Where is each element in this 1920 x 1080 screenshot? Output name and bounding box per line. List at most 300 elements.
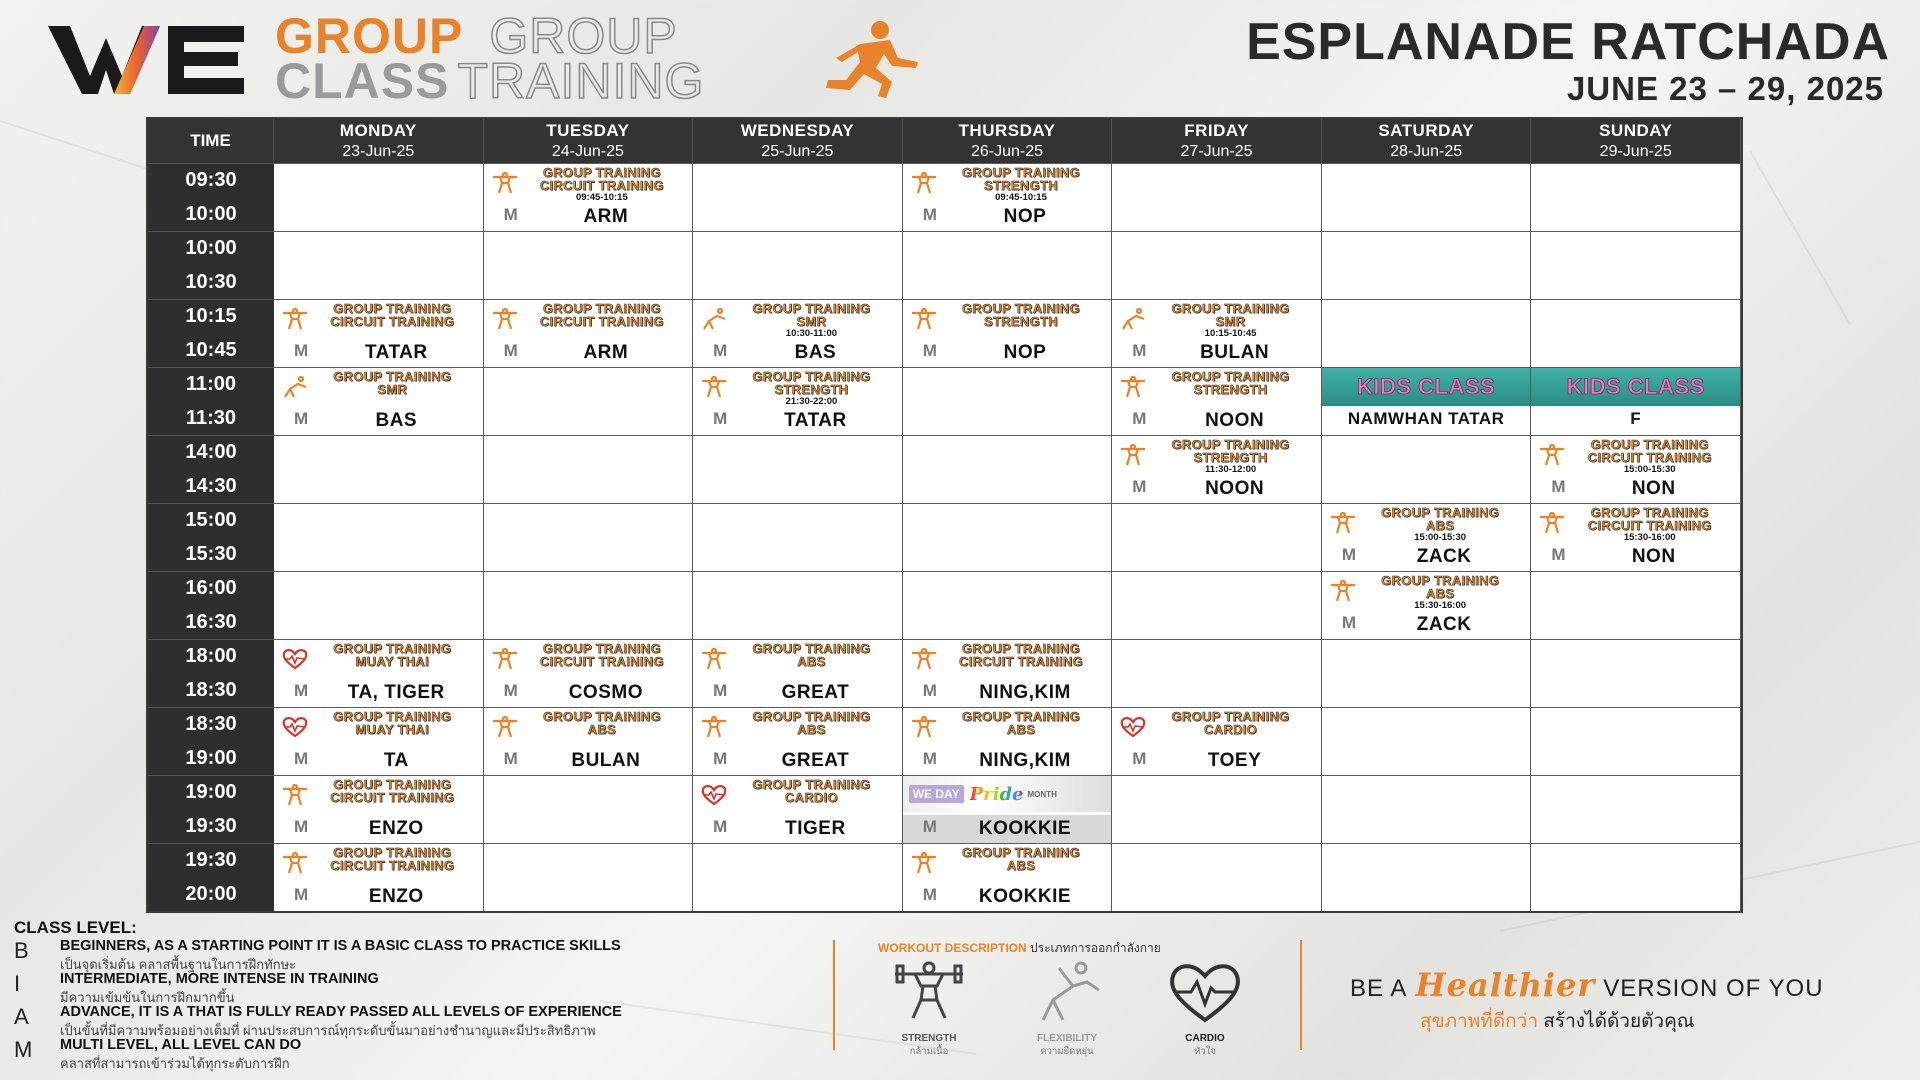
class-cell[interactable] (693, 707, 903, 775)
class-line1: GROUP TRAINING (542, 709, 661, 724)
class-name (514, 642, 691, 668)
class-level: M (922, 341, 937, 360)
class-line2: CIRCUIT TRAINING (1587, 450, 1712, 465)
strength-icon (891, 960, 967, 1024)
class-line2: ABS (587, 722, 617, 737)
class-name (723, 710, 900, 736)
class-level: M (503, 341, 518, 360)
time-slot (148, 503, 274, 571)
day-header-thursday (903, 119, 1113, 163)
flexibility-label-th: ความยืดหยุ่น (1040, 1046, 1094, 1057)
class-line1: GROUP TRAINING (961, 845, 1081, 860)
day-date: 27-Jun-25 (1180, 143, 1253, 160)
class-block[interactable] (903, 300, 1112, 367)
class-cell[interactable] (484, 707, 694, 775)
class-block[interactable] (484, 300, 693, 367)
we-day-label: WE DAY (909, 785, 964, 803)
class-level: M (922, 749, 937, 768)
time-end: 19:30 (185, 814, 237, 837)
time-start: 11:00 (185, 373, 237, 396)
kids-class-banner: KIDS CLASS (1531, 368, 1740, 406)
time-slot (148, 639, 274, 707)
time-slot (148, 843, 274, 911)
class-name (514, 302, 691, 328)
class-coach: COSMO (568, 682, 643, 703)
class-line2: CIRCUIT TRAINING (330, 790, 455, 805)
class-line1: GROUP TRAINING (1171, 369, 1290, 384)
level-desc-en: MULTI LEVEL, ALL LEVEL CAN DO (60, 1037, 302, 1053)
class-name (304, 642, 481, 668)
class-cell[interactable] (484, 299, 694, 367)
class-line1: GROUP TRAINING (961, 709, 1081, 724)
class-block[interactable] (1112, 300, 1321, 367)
class-line2: CIRCUIT TRAINING (539, 654, 664, 669)
schedule-cell (1531, 299, 1741, 367)
class-cell[interactable] (274, 367, 484, 435)
level-desc-en: INTERMEDIATE, MORE INTENSE IN TRAINING (60, 971, 379, 987)
class-cell[interactable] (274, 843, 484, 911)
class-cell[interactable] (1112, 707, 1322, 775)
class-cell[interactable] (274, 775, 484, 843)
class-cell[interactable] (693, 299, 903, 367)
schedule-cell (1531, 571, 1741, 639)
schedule-table (146, 117, 1743, 913)
time-start: 15:00 (185, 509, 237, 532)
class-level: M (294, 749, 309, 768)
class-cell[interactable] (1531, 503, 1741, 571)
class-line2: STRENGTH (984, 178, 1058, 193)
time-slot (148, 707, 274, 775)
class-level: M (713, 817, 728, 836)
class-cell[interactable] (903, 163, 1113, 231)
class-coach: TIGER (785, 818, 846, 839)
class-name (304, 370, 481, 396)
class-block[interactable] (274, 640, 483, 707)
class-block[interactable] (903, 776, 1112, 843)
tagline-th-orange: สุขภาพที่ดีกว่า (1420, 1011, 1539, 1032)
class-cell[interactable] (1112, 367, 1322, 435)
class-coach: KOOKKIE (978, 886, 1072, 907)
class-cell[interactable] (693, 639, 903, 707)
workout-strength (884, 960, 974, 1059)
title-group-outline: GROUP (489, 8, 678, 64)
class-block[interactable] (274, 776, 483, 843)
class-name (1142, 438, 1319, 464)
class-block[interactable] (1112, 708, 1321, 775)
class-line1: GROUP TRAINING (333, 845, 452, 860)
class-coach: ZACK (1416, 614, 1472, 635)
schedule-cell (903, 503, 1113, 571)
time-slot (148, 775, 274, 843)
class-level-title: CLASS LEVEL: (14, 918, 137, 937)
title-class: CLASS (275, 53, 450, 109)
time-slot (148, 367, 274, 435)
class-block[interactable] (693, 300, 902, 367)
class-name (1561, 506, 1738, 532)
class-level: M (922, 205, 937, 224)
location-title: ESPLANADE RATCHADA (1246, 13, 1890, 71)
schedule-cell (1112, 231, 1322, 299)
class-level: M (294, 885, 309, 904)
class-block[interactable] (274, 708, 483, 775)
time-start: 16:00 (185, 577, 237, 600)
schedule-cell (484, 503, 694, 571)
class-line2: ABS (1006, 722, 1036, 737)
class-block[interactable] (274, 300, 483, 367)
class-level: M (294, 681, 309, 700)
schedule-cell (1112, 775, 1322, 843)
class-time: 15:30-16:00 (1623, 532, 1676, 543)
schedule-cell (1112, 571, 1322, 639)
class-coach: NOP (1003, 206, 1047, 227)
schedule-cell (484, 775, 694, 843)
class-line2: CARDIO (784, 790, 838, 805)
class-name (723, 642, 900, 668)
time-start: 09:30 (185, 169, 237, 192)
class-level: M (922, 681, 937, 700)
class-coach: BULAN (571, 750, 641, 771)
schedule-cell (1322, 163, 1532, 231)
we-logo (48, 18, 248, 98)
time-end: 19:00 (185, 746, 237, 769)
day-name: THURSDAY (958, 121, 1056, 140)
class-line1: GROUP TRAINING (1381, 573, 1500, 588)
class-block[interactable] (1322, 572, 1531, 639)
workout-flexibility (1022, 960, 1112, 1059)
class-line2: SMR (796, 314, 827, 329)
time-slot (148, 435, 274, 503)
class-cell[interactable] (903, 843, 1113, 911)
cardio-label-th: หัวใจ (1194, 1046, 1216, 1057)
class-line2: CIRCUIT TRAINING (330, 858, 455, 873)
class-coach: TA, TIGER (347, 682, 445, 703)
class-time: 09:45-10:15 (575, 192, 628, 203)
time-start: 18:00 (185, 645, 237, 668)
day-header-saturday (1322, 119, 1532, 163)
time-end: 10:30 (185, 270, 237, 293)
class-name (933, 166, 1110, 192)
schedule-cell (274, 571, 484, 639)
class-line2: STRENGTH (1193, 450, 1268, 465)
kids-class-coach: NAMWHAN TATAR (1347, 409, 1505, 428)
class-line1: GROUP TRAINING (961, 301, 1081, 316)
class-line1: GROUP TRAINING (1171, 709, 1290, 724)
class-name (1142, 302, 1319, 328)
day-name: WEDNESDAY (740, 121, 855, 140)
class-coach: KOOKKIE (978, 818, 1072, 839)
level-desc-th: มีความเข้มข้นในการฝึกมากขึ้น (60, 990, 235, 1005)
time-start: 14:00 (185, 441, 237, 464)
level-letter: A (14, 1004, 29, 1029)
class-coach: TOEY (1207, 750, 1262, 771)
class-line2: ABS (1425, 586, 1455, 601)
class-level: M (294, 817, 309, 836)
class-block[interactable] (903, 640, 1112, 707)
workout-title-th: ประเภทการออกกำลังกาย (1030, 941, 1161, 955)
schedule-cell (484, 843, 694, 911)
class-cell[interactable] (1112, 299, 1322, 367)
class-level: M (713, 681, 728, 700)
day-name: MONDAY (339, 121, 417, 140)
schedule-cell (693, 163, 903, 231)
level-desc-en: ADVANCE, IT IS A THAT IS FULLY READY PASSED ALL LEVELS OF EXPERIENCE (60, 1004, 622, 1020)
level-desc-th: เป็นจุดเริ่มต้น คลาสพื้นฐานในการฝึกทักษะ (60, 957, 297, 972)
level-desc-th: คลาสที่สามารถเข้าร่วมได้ทุกระดับการฝึก (60, 1056, 290, 1071)
class-coach: NOP (1003, 342, 1047, 363)
cardio-icon (1167, 960, 1243, 1024)
class-block[interactable] (693, 708, 902, 775)
runner-icon (820, 18, 930, 102)
class-line1: GROUP TRAINING (1171, 437, 1290, 452)
class-name (933, 642, 1110, 668)
class-name (1352, 574, 1529, 600)
time-end: 11:30 (185, 406, 237, 429)
footer-divider (833, 940, 835, 1050)
class-level: M (1551, 477, 1566, 496)
schedule-cell (903, 231, 1113, 299)
class-block[interactable] (693, 640, 902, 707)
class-time: 21:30-22:00 (785, 396, 838, 407)
time-start: 10:15 (185, 305, 237, 328)
time-start: 18:30 (185, 713, 237, 736)
class-level: M (1551, 545, 1566, 564)
class-line1: GROUP TRAINING (333, 369, 452, 384)
schedule-cell (1322, 775, 1532, 843)
time-slot (148, 299, 274, 367)
class-block[interactable] (484, 164, 693, 231)
class-name (1561, 438, 1738, 464)
schedule-cell (1531, 843, 1741, 911)
class-cell[interactable] (693, 367, 903, 435)
class-line1: GROUP TRAINING (752, 369, 871, 384)
workout-title-en: WORKOUT DESCRIPTION (878, 941, 1027, 955)
class-level: M (294, 409, 309, 428)
class-name (933, 302, 1110, 328)
class-coach: BAS (794, 342, 837, 363)
class-line2: CIRCUIT TRAINING (1587, 518, 1712, 533)
workout-description-title (878, 939, 1161, 958)
schedule-cell (1531, 163, 1741, 231)
time-slot (148, 163, 274, 231)
class-block[interactable] (484, 708, 693, 775)
day-date: 26-Jun-25 (970, 143, 1044, 160)
level-desc-th: เป็นขั้นที่มีความพร้อมอย่างเต็มที่ ผ่านประสบการณ์ทุกระดับขั้นมาอย่างชำนาญและมีประสิทธิภาพ (60, 1023, 596, 1038)
class-level: M (503, 749, 518, 768)
class-line1: GROUP TRAINING (752, 709, 871, 724)
kids-class-cell[interactable] (1322, 367, 1532, 435)
schedule-cell (1531, 775, 1741, 843)
class-cell[interactable] (484, 639, 694, 707)
class-line2: ABS (797, 654, 826, 669)
time-end: 15:30 (185, 542, 237, 565)
schedule-cell (693, 231, 903, 299)
time-end: 16:30 (185, 610, 237, 633)
class-line1: GROUP TRAINING (542, 301, 661, 316)
day-header-friday (1112, 119, 1322, 163)
class-cell[interactable] (484, 163, 694, 231)
schedule-cell (1531, 231, 1741, 299)
class-time: 15:30-16:00 (1414, 600, 1467, 611)
class-block[interactable] (693, 776, 902, 843)
time-end: 18:30 (185, 678, 237, 701)
class-line1: GROUP TRAINING (333, 301, 452, 316)
class-coach: NOON (1205, 410, 1265, 431)
class-level: M (713, 749, 728, 768)
day-date: 29-Jun-25 (1599, 143, 1672, 160)
day-name: SATURDAY (1378, 121, 1474, 140)
class-block[interactable] (693, 368, 902, 435)
class-name (304, 846, 481, 872)
day-date: 28-Jun-25 (1390, 143, 1463, 160)
time-end: 14:30 (185, 474, 237, 497)
strength-label: STRENGTH (901, 1033, 957, 1044)
class-cell[interactable] (1531, 435, 1741, 503)
class-line1: GROUP TRAINING (333, 777, 452, 792)
class-coach: ARM (583, 206, 629, 227)
class-cell[interactable] (903, 707, 1113, 775)
schedule-cell (1322, 707, 1532, 775)
class-name (304, 710, 481, 736)
class-cell[interactable] (1322, 571, 1532, 639)
class-block[interactable] (1112, 436, 1321, 503)
schedule-cell (274, 163, 484, 231)
tagline-pre: BE A (1350, 975, 1408, 1002)
day-header-tuesday (484, 119, 694, 163)
class-line2: ABS (1006, 858, 1036, 873)
class-line2: ABS (1425, 518, 1455, 533)
schedule-cell (484, 435, 694, 503)
class-name (1142, 710, 1319, 736)
class-line1: GROUP TRAINING (1590, 437, 1709, 452)
time-slot (148, 571, 274, 639)
class-time: 10:15-10:45 (1204, 328, 1257, 339)
class-block[interactable] (1531, 436, 1740, 503)
day-date: 23-Jun-25 (342, 143, 415, 160)
schedule-cell (903, 367, 1113, 435)
class-line1: GROUP TRAINING (1381, 505, 1500, 520)
class-block[interactable] (274, 368, 483, 435)
class-level: M (1341, 613, 1357, 632)
class-line2: MUAY THAI (355, 654, 430, 669)
class-line1: GROUP TRAINING (752, 641, 871, 656)
footer-divider (1300, 940, 1302, 1050)
class-line2: STRENGTH (1193, 382, 1268, 397)
schedule-cell (1322, 843, 1532, 911)
class-line1: GROUP TRAINING (333, 709, 452, 724)
time-start: 19:30 (185, 849, 237, 872)
class-line2: MUAY THAI (355, 722, 430, 737)
workout-cardio (1160, 960, 1250, 1059)
schedule-cell (1322, 231, 1532, 299)
class-cell[interactable] (274, 639, 484, 707)
class-block[interactable] (484, 640, 693, 707)
class-level: M (1132, 477, 1147, 496)
kids-class-cell[interactable] (1531, 367, 1741, 435)
class-level: M (713, 409, 728, 428)
class-coach: NON (1631, 546, 1676, 567)
tagline (1350, 966, 1824, 1004)
class-line1: GROUP TRAINING (333, 641, 452, 656)
class-coach: BAS (375, 410, 418, 431)
schedule-cell (903, 435, 1113, 503)
schedule-cell (1112, 163, 1322, 231)
title-training-outline: TRAINING (457, 53, 705, 109)
day-name: SUNDAY (1599, 121, 1673, 140)
class-cell[interactable] (274, 707, 484, 775)
class-name (933, 710, 1110, 736)
class-block[interactable] (274, 844, 483, 911)
flexibility-icon (1029, 960, 1105, 1024)
class-cell[interactable] (1112, 435, 1322, 503)
schedule-cell (1112, 843, 1322, 911)
class-line1: GROUP TRAINING (961, 641, 1081, 656)
schedule-cell (1322, 435, 1532, 503)
day-date: 24-Jun-25 (551, 143, 624, 160)
class-cell[interactable] (693, 775, 903, 843)
schedule-cell (274, 435, 484, 503)
time-end: 10:00 (185, 202, 237, 225)
cardio-label: CARDIO (1185, 1033, 1225, 1044)
class-block[interactable] (903, 708, 1112, 775)
class-time: 09:45-10:15 (995, 192, 1047, 203)
class-cell[interactable] (1322, 503, 1532, 571)
pride-sub: MONTH (1027, 789, 1057, 799)
level-letter: B (14, 938, 29, 963)
schedule-cell (693, 435, 903, 503)
class-cell[interactable] (903, 639, 1113, 707)
schedule-cell (693, 843, 903, 911)
flexibility-label: FLEXIBILITY (1037, 1033, 1097, 1044)
schedule-cell (1531, 707, 1741, 775)
class-level: M (922, 817, 937, 836)
class-coach: NING,KIM (979, 682, 1071, 703)
day-name: TUESDAY (546, 121, 630, 140)
class-block[interactable] (903, 164, 1112, 231)
class-name (304, 302, 481, 328)
class-coach: NON (1631, 478, 1676, 499)
class-level: M (503, 205, 518, 224)
schedule-cell (484, 367, 694, 435)
class-name (1352, 506, 1529, 532)
class-block[interactable] (1112, 368, 1321, 435)
class-line1: GROUP TRAINING (542, 165, 661, 180)
class-time: 15:00-15:30 (1414, 532, 1467, 543)
class-cell[interactable] (274, 299, 484, 367)
class-line2: SMR (377, 382, 408, 397)
class-block[interactable] (1322, 504, 1531, 571)
class-level: M (503, 681, 518, 700)
class-block[interactable] (903, 844, 1112, 911)
class-cell[interactable] (903, 299, 1113, 367)
schedule-cell (484, 231, 694, 299)
class-block[interactable] (1531, 504, 1740, 571)
level-letter: I (14, 971, 21, 996)
pride-label: Pride (969, 783, 1024, 805)
class-level: M (1341, 545, 1357, 564)
day-header-sunday (1531, 119, 1741, 163)
time-start: 10:00 (185, 237, 237, 260)
pride-class-cell[interactable] (903, 775, 1113, 843)
class-coach: TATAR (364, 342, 428, 363)
class-name (723, 778, 900, 804)
class-coach: ARM (583, 342, 629, 363)
class-coach: ENZO (368, 886, 424, 907)
schedule-cell (693, 503, 903, 571)
schedule-cell (1112, 503, 1322, 571)
schedule-cell (1531, 639, 1741, 707)
class-coach: BULAN (1200, 342, 1270, 363)
class-line1: GROUP TRAINING (752, 301, 871, 316)
